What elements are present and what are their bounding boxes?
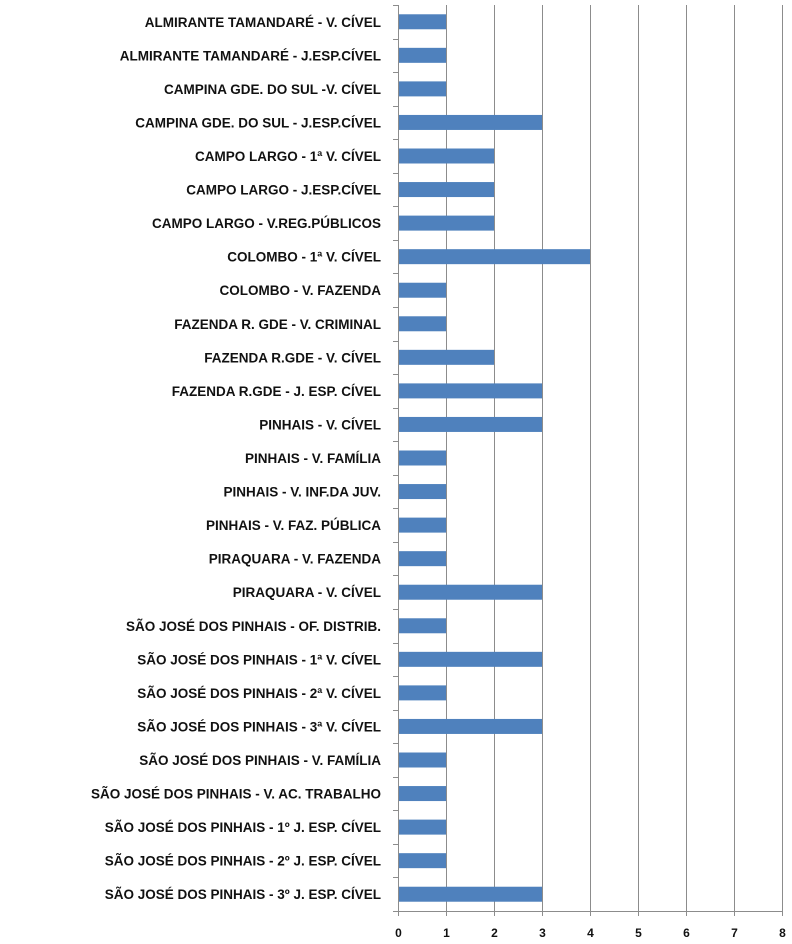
- bar: [398, 585, 542, 600]
- category-label: SÃO JOSÉ DOS PINHAIS - 1ª V. CÍVEL: [137, 652, 381, 668]
- bar: [398, 853, 446, 868]
- x-tick-label: 0: [395, 926, 402, 940]
- bar: [398, 249, 590, 264]
- bar: [398, 451, 446, 466]
- x-tick-label: 1: [443, 926, 450, 940]
- category-label: SÃO JOSÉ DOS PINHAIS - 3ª V. CÍVEL: [137, 719, 381, 735]
- category-label: FAZENDA R.GDE - J. ESP. CÍVEL: [171, 383, 381, 399]
- bar: [398, 115, 542, 130]
- category-label: FAZENDA R. GDE - V. CRIMINAL: [174, 316, 381, 332]
- category-label: PINHAIS - V. INF.DA JUV.: [223, 484, 381, 500]
- x-tick-label: 7: [731, 926, 738, 940]
- bar: [398, 316, 446, 331]
- bar: [398, 484, 446, 499]
- category-label: SÃO JOSÉ DOS PINHAIS - V. AC. TRABALHO: [90, 786, 381, 802]
- bar: [398, 149, 494, 164]
- category-label: SÃO JOSÉ DOS PINHAIS - 1º J. ESP. CÍVEL: [104, 820, 381, 836]
- category-label: ALMIRANTE TAMANDARÉ - J.ESP.CÍVEL: [119, 48, 381, 64]
- bar: [398, 81, 446, 96]
- category-labels: [91, 15, 381, 902]
- bar: [398, 182, 494, 197]
- bar: [398, 820, 446, 835]
- bar: [398, 216, 494, 231]
- category-label: CAMPO LARGO - 1ª V. CÍVEL: [194, 149, 381, 164]
- bar: [398, 551, 446, 566]
- category-label: CAMPO LARGO - V.REG.PÚBLICOS: [151, 216, 381, 232]
- x-tick-label: 3: [539, 926, 546, 940]
- category-label: SÃO JOSÉ DOS PINHAIS - 2ª V. CÍVEL: [137, 685, 381, 701]
- x-tick-label: 8: [779, 926, 786, 940]
- category-label: SÃO JOSÉ DOS PINHAIS - 3º J. ESP. CÍVEL: [104, 887, 381, 903]
- bar: [398, 887, 542, 902]
- category-label: SÃO JOSÉ DOS PINHAIS - 2º J. ESP. CÍVEL: [104, 853, 381, 869]
- bar: [398, 518, 446, 533]
- bar: [398, 786, 446, 801]
- bar: [398, 14, 446, 29]
- bar: [398, 48, 446, 63]
- category-label: PIRAQUARA - V. FAZENDA: [208, 551, 381, 567]
- category-label: FAZENDA R.GDE - V. CÍVEL: [204, 350, 381, 366]
- x-tick-label: 2: [491, 926, 498, 940]
- category-label: PINHAIS - V. FAZ. PÚBLICA: [205, 518, 381, 534]
- bar: [398, 283, 446, 298]
- category-label: COLOMBO - 1ª V. CÍVEL: [227, 249, 381, 265]
- bar: [398, 350, 494, 365]
- category-label: CAMPINA GDE. DO SUL -V. CÍVEL: [163, 81, 381, 97]
- bar: [398, 753, 446, 768]
- category-label: CAMPINA GDE. DO SUL - J.ESP.CÍVEL: [135, 115, 381, 131]
- category-label: PINHAIS - V. FAMÍLIA: [244, 451, 381, 466]
- x-tick-label: 4: [587, 926, 594, 940]
- bar: [398, 618, 446, 633]
- x-tick-labels: [395, 926, 786, 940]
- x-tick-label: 6: [683, 926, 690, 940]
- grid-lines: [447, 5, 783, 911]
- category-label: SÃO JOSÉ DOS PINHAIS - OF. DISTRIB.: [125, 618, 381, 634]
- bar: [398, 417, 542, 432]
- category-label: ALMIRANTE TAMANDARÉ - V. CÍVEL: [144, 14, 381, 30]
- bar: [398, 719, 542, 734]
- bar: [398, 383, 542, 398]
- axes: [393, 5, 783, 916]
- category-label: COLOMBO - V. FAZENDA: [219, 283, 381, 299]
- category-label: PINHAIS - V. CÍVEL: [259, 417, 381, 433]
- category-label: SÃO JOSÉ DOS PINHAIS - V. FAMÍLIA: [139, 753, 381, 768]
- category-label: PIRAQUARA - V. CÍVEL: [232, 585, 381, 601]
- bar: [398, 685, 446, 700]
- bar: [398, 652, 542, 667]
- category-label: CAMPO LARGO - J.ESP.CÍVEL: [186, 182, 381, 198]
- x-tick-label: 5: [635, 926, 642, 940]
